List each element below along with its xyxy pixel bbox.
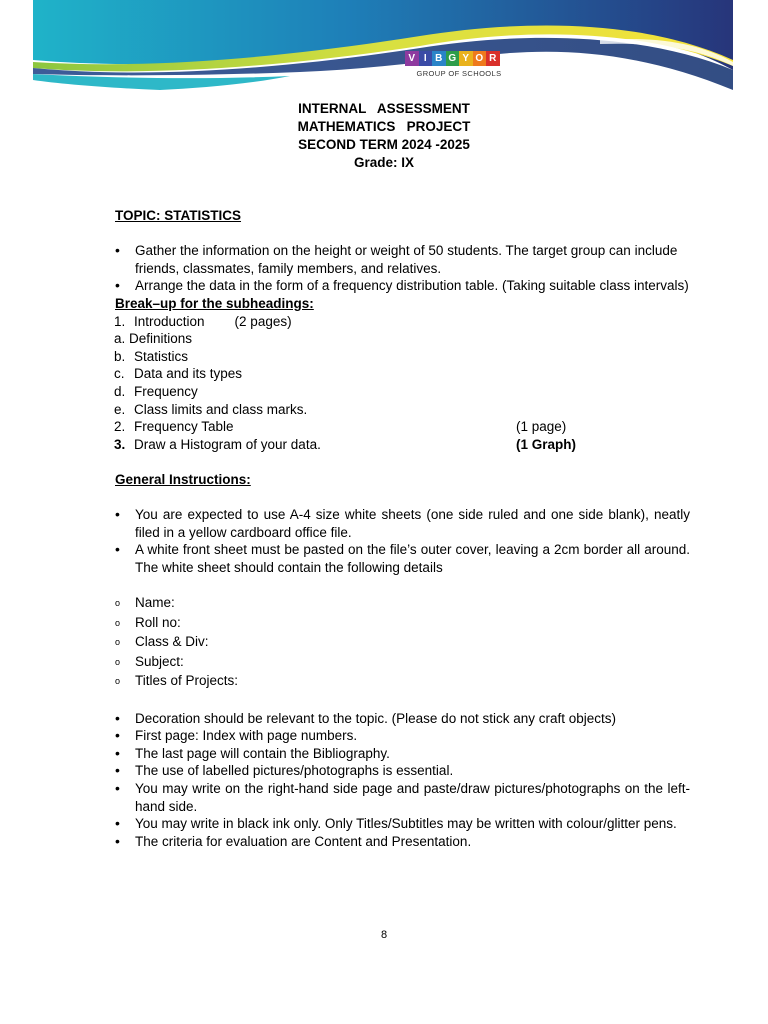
header-banner [0, 0, 768, 96]
header-line-4: Grade: IX [353, 155, 415, 170]
logo-letter: Y [459, 51, 473, 66]
bullet-icon [115, 762, 135, 780]
list-item [115, 506, 690, 541]
item-text: Frequency Table [134, 419, 234, 435]
page-number: 8 [380, 929, 388, 941]
detail-text: Name: [135, 595, 175, 611]
detail-item [115, 633, 690, 653]
breakup-sub-e [114, 401, 690, 419]
list-item [115, 762, 690, 780]
topic-heading: TOPIC: STATISTICS [115, 208, 242, 223]
list-item-text: Gather the information on the height or weight of 50 students. The target group can include friends, classmates, family members, and relatives. [135, 243, 678, 276]
detail-item [115, 594, 690, 614]
list-item-text: Arrange the data in the form of a frequency distribution table. (Taking suitable class intervals) [135, 278, 689, 294]
breakup-sub-b [114, 348, 690, 366]
bullet-icon [115, 506, 135, 541]
logo-subtitle: GROUP OF SCHOOLS [416, 69, 502, 78]
document-body [115, 207, 690, 850]
item-text: Class limits and class marks. [134, 401, 308, 417]
item-number: 2. [114, 419, 126, 435]
bullet-icon [115, 833, 135, 851]
bullet-icon [115, 277, 135, 295]
item-text: Statistics [134, 348, 189, 364]
item-number: 1. [114, 313, 126, 329]
item-marker: d. [114, 383, 126, 399]
bullet-icon [115, 780, 135, 815]
list-item-text: Decoration should be relevant to the topic. (Please do not stick any craft objects) [135, 710, 617, 726]
breakup-item-2 [114, 418, 690, 436]
list-item [115, 277, 690, 295]
breakup-sub-a [114, 330, 690, 348]
header-line-2: MATHEMATICS PROJECT [297, 119, 471, 134]
bullet-icon [115, 710, 135, 728]
detail-text: Titles of Projects: [135, 673, 239, 689]
breakup-heading: Break–up for the subheadings: [115, 295, 314, 311]
item-number: 3. [114, 436, 126, 452]
logo-letter: B [432, 51, 446, 66]
list-item [115, 242, 690, 277]
logo-letter: R [486, 51, 500, 66]
item-marker: a. [114, 331, 126, 347]
list-item [115, 833, 690, 851]
header-line-1: INTERNAL ASSESSMENT [298, 101, 470, 116]
item-text: Data and its types [134, 366, 243, 382]
circle-bullet-icon [115, 633, 135, 653]
item-pages: (1 Graph) [516, 436, 577, 452]
list-item-text: The criteria for evaluation are Content and Presentation. [135, 833, 472, 849]
logo-letter: G [446, 51, 460, 66]
list-item-text: The use of labelled pictures/photographs is essential. [135, 763, 454, 779]
item-marker: e. [114, 401, 126, 417]
list-item-text: The last page will contain the Bibliography. [135, 745, 390, 761]
logo-letter: V [405, 51, 419, 66]
list-item-text: You may write on the right-hand side page and paste/draw pictures/photographs on the left-hand side. [135, 781, 690, 814]
logo-letter: I [419, 51, 433, 66]
circle-bullet-icon [115, 653, 135, 673]
item-pages: (1 page) [516, 419, 567, 435]
circle-bullet-icon [115, 594, 135, 614]
document-header [0, 100, 768, 172]
item-text: Definitions [129, 331, 193, 347]
item-text: Frequency [134, 383, 198, 399]
bullet-icon [115, 727, 135, 745]
header-line-3: SECOND TERM 2024 -2025 [298, 137, 470, 152]
bullet-icon [115, 745, 135, 763]
list-item-text: You are expected to use A-4 size white sheets (one side ruled and one side blank), neatly filed in a yellow cardboard office file. [135, 507, 690, 540]
list-item [115, 815, 690, 833]
circle-bullet-icon [115, 614, 135, 634]
logo-letters [405, 51, 513, 66]
list-item [115, 710, 690, 728]
list-item [115, 541, 690, 576]
detail-item [115, 614, 690, 634]
item-marker: c. [114, 366, 125, 382]
list-item [115, 780, 690, 815]
item-text: Introduction (2 pages) [134, 313, 292, 329]
breakup-sub-c [114, 365, 690, 383]
detail-text: Class & Div: [135, 634, 209, 650]
circle-bullet-icon [115, 672, 135, 692]
detail-text: Roll no: [135, 614, 181, 630]
list-item-text: First page: Index with page numbers. [135, 728, 358, 744]
list-item [115, 727, 690, 745]
item-text: Draw a Histogram of your data. [134, 436, 321, 452]
breakup-sub-d [114, 383, 690, 401]
logo-letter: O [473, 51, 487, 66]
breakup-item-3 [114, 436, 690, 454]
detail-item [115, 653, 690, 673]
bullet-icon [115, 815, 135, 833]
list-item-text: A white front sheet must be pasted on the file’s outer cover, leaving a 2cm border all around. The white sheet should contain the following details [135, 542, 690, 575]
list-item-text: You may write in black ink only. Only Titles/Subtitles may be written with colour/glitter pens. [135, 816, 677, 832]
breakup-item-1 [114, 313, 690, 331]
detail-text: Subject: [135, 653, 184, 669]
bullet-icon [115, 541, 135, 576]
general-instructions-heading: General Instructions: [115, 471, 251, 487]
detail-item [115, 672, 690, 692]
list-item [115, 745, 690, 763]
bullet-icon [115, 242, 135, 277]
vibgyor-logo [405, 51, 513, 78]
item-marker: b. [114, 348, 126, 364]
